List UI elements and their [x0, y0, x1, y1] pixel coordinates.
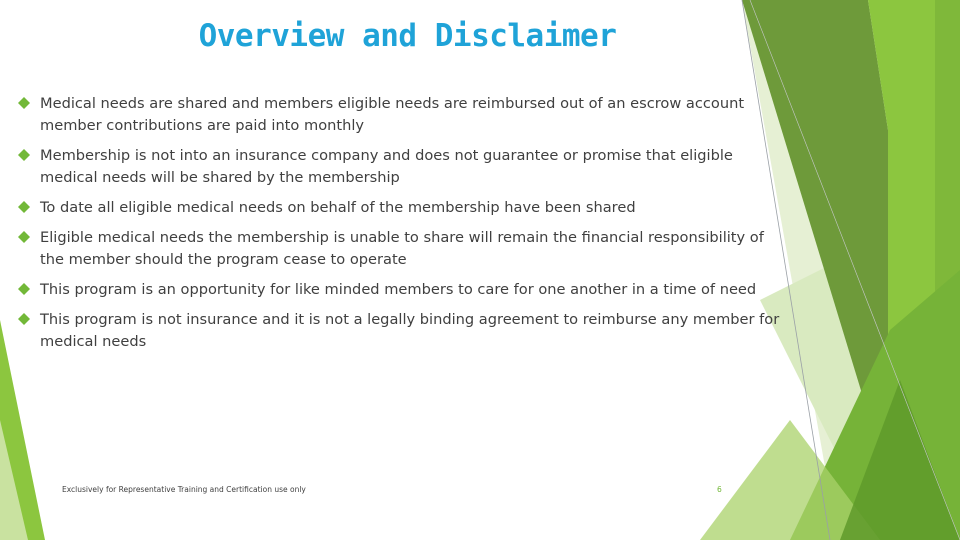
list-item	[18, 197, 788, 219]
bullet-text: This program is an opportunity for like minded members to care for one another in a time of need	[40, 281, 757, 298]
footer-text: Exclusively for Representative Training and Certification use only	[62, 485, 306, 494]
diamond-icon	[18, 313, 30, 325]
diamond-icon	[18, 231, 30, 243]
list-item	[18, 93, 788, 137]
list-item	[18, 279, 788, 301]
bullet-text: Eligible medical needs the membership is unable to share will remain the ﬁnancial responsibility of the member should the program cease to operate	[40, 229, 764, 268]
bullet-list	[18, 93, 788, 361]
list-item	[18, 145, 788, 189]
diamond-icon	[18, 283, 30, 295]
bullet-text: This program is not insurance and it is not a legally binding agreement to reimburse any member for medical needs	[40, 311, 780, 350]
diamond-icon	[18, 97, 30, 109]
diamond-icon	[18, 201, 30, 213]
bullet-text: Medical needs are shared and members eligible needs are reimbursed out of an escrow account member contributions are paid into monthly	[40, 95, 745, 134]
list-item	[18, 227, 788, 271]
slide-title: Overview and Disclaimer	[198, 18, 617, 54]
page-number: 6	[717, 485, 722, 494]
list-item	[18, 309, 788, 353]
bullet-text: Membership is not into an insurance company and does not guarantee or promise that eligible medical needs will be shared by the membership	[40, 147, 733, 186]
diamond-icon	[18, 149, 30, 161]
bullet-text: To date all eligible medical needs on behalf of the membership have been shared	[40, 199, 636, 216]
